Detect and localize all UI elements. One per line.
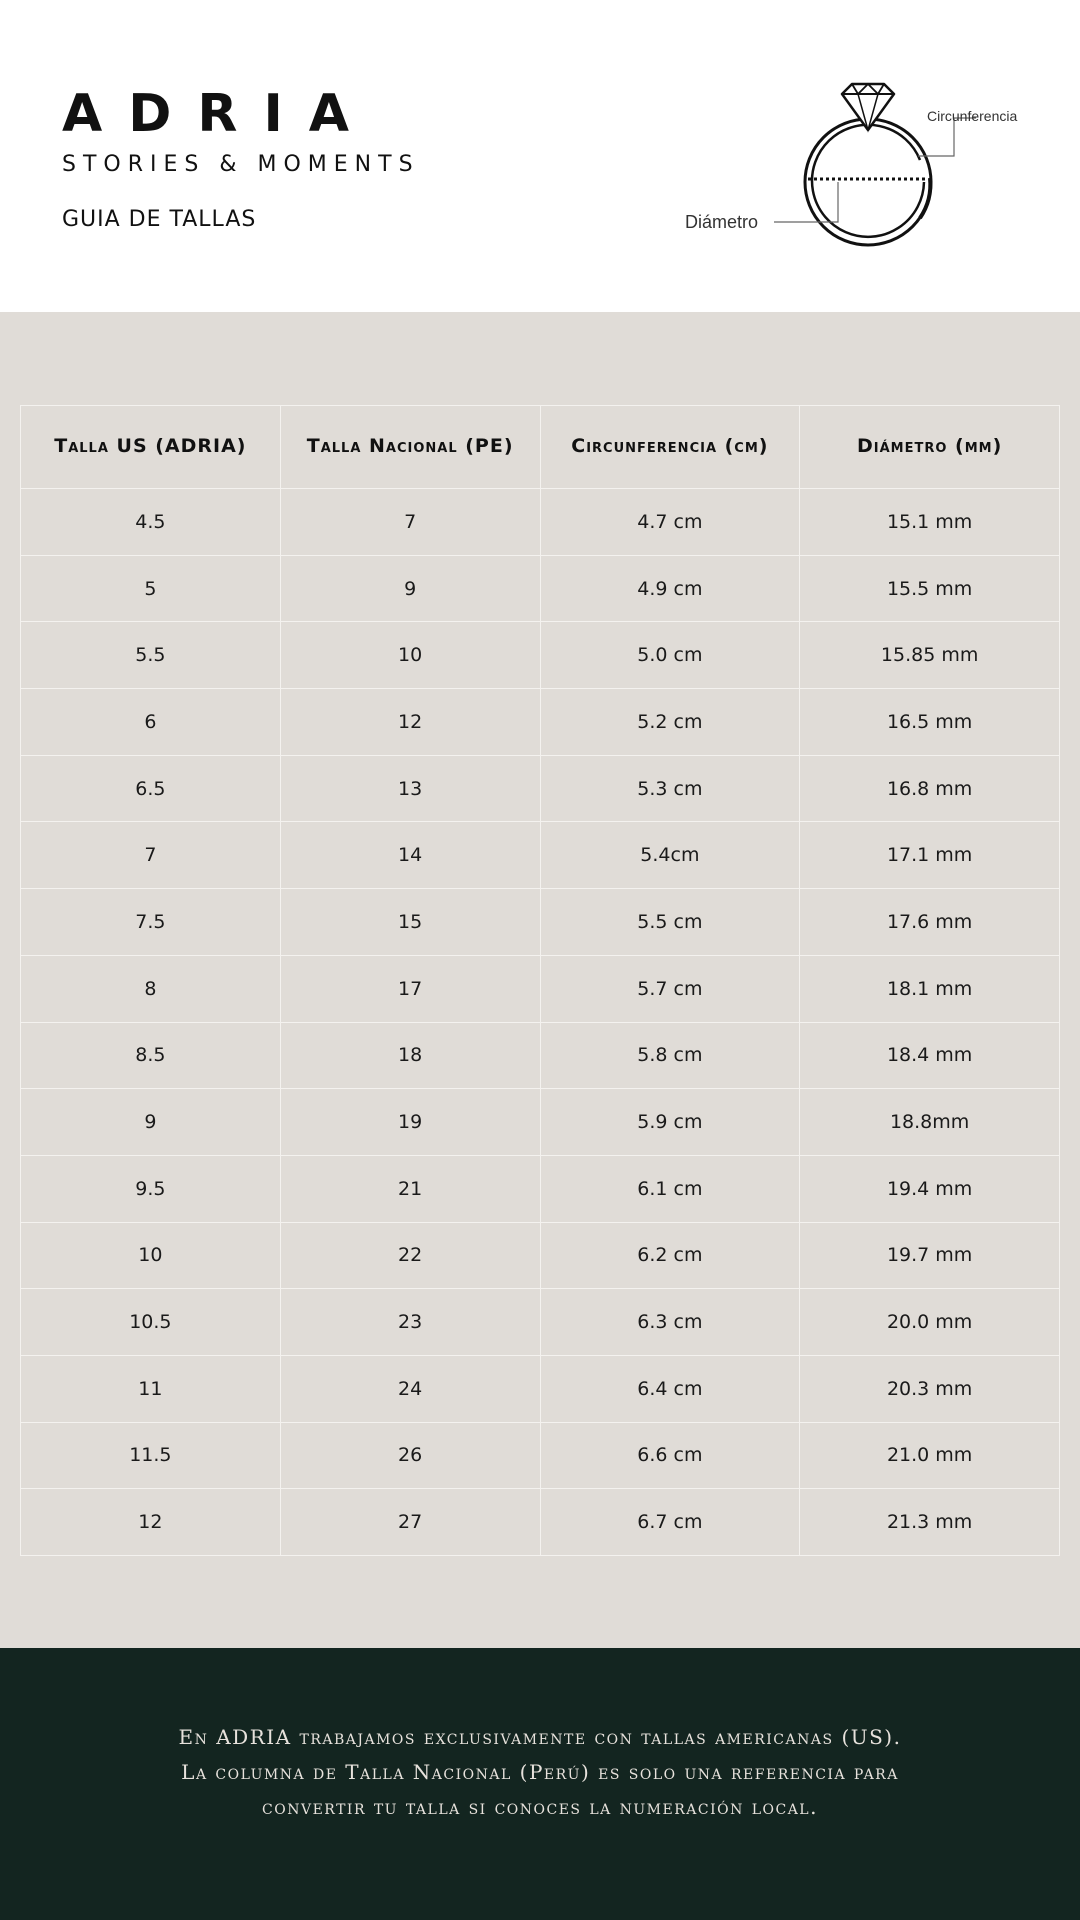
cell-circumference: 5.8 cm xyxy=(540,1022,800,1089)
size-table-section xyxy=(0,312,1080,1648)
table-row xyxy=(21,1489,1060,1556)
cell-national-size: 27 xyxy=(280,1489,540,1556)
cell-us-size: 12 xyxy=(21,1489,281,1556)
header xyxy=(0,0,1080,312)
cell-us-size: 11.5 xyxy=(21,1422,281,1489)
table-row xyxy=(21,555,1060,622)
cell-circumference: 5.2 cm xyxy=(540,689,800,756)
cell-circumference: 5.0 cm xyxy=(540,622,800,689)
note-line: convertir tu talla si conoces la numeración local. xyxy=(262,1795,818,1819)
cell-national-size: 26 xyxy=(280,1422,540,1489)
cell-circumference: 4.9 cm xyxy=(540,555,800,622)
cell-us-size: 5 xyxy=(21,555,281,622)
table-row xyxy=(21,955,1060,1022)
cell-us-size: 7.5 xyxy=(21,889,281,956)
table-row xyxy=(21,755,1060,822)
table-row xyxy=(21,689,1060,756)
cell-us-size: 6 xyxy=(21,689,281,756)
cell-diameter: 16.8 mm xyxy=(800,755,1060,822)
table-header-row xyxy=(21,406,1060,489)
cell-circumference: 5.5 cm xyxy=(540,889,800,956)
cell-national-size: 9 xyxy=(280,555,540,622)
cell-diameter: 18.1 mm xyxy=(800,955,1060,1022)
cell-circumference: 5.3 cm xyxy=(540,755,800,822)
cell-us-size: 8.5 xyxy=(21,1022,281,1089)
table-row xyxy=(21,1355,1060,1422)
cell-diameter: 16.5 mm xyxy=(800,689,1060,756)
cell-national-size: 19 xyxy=(280,1089,540,1156)
cell-national-size: 24 xyxy=(280,1355,540,1422)
size-table xyxy=(20,405,1060,1556)
cell-national-size: 10 xyxy=(280,622,540,689)
table-row xyxy=(21,1289,1060,1356)
brand-logo: ADRIA xyxy=(62,84,376,144)
cell-us-size: 8 xyxy=(21,955,281,1022)
cell-national-size: 23 xyxy=(280,1289,540,1356)
circumference-label: Circunferencia xyxy=(927,108,1018,124)
cell-national-size: 22 xyxy=(280,1222,540,1289)
cell-diameter: 18.8mm xyxy=(800,1089,1060,1156)
cell-diameter: 20.3 mm xyxy=(800,1355,1060,1422)
cell-diameter: 15.1 mm xyxy=(800,489,1060,556)
cell-diameter: 20.0 mm xyxy=(800,1289,1060,1356)
header-diameter: Diámetro (mm) xyxy=(800,406,1060,489)
cell-circumference: 6.3 cm xyxy=(540,1289,800,1356)
cell-us-size: 6.5 xyxy=(21,755,281,822)
cell-circumference: 5.4cm xyxy=(540,822,800,889)
cell-diameter: 17.1 mm xyxy=(800,822,1060,889)
header-circumference: Circunferencia (cm) xyxy=(540,406,800,489)
header-us-size: Talla US (ADRIA) xyxy=(21,406,281,489)
ring-diagram xyxy=(685,78,1020,258)
cell-diameter: 21.3 mm xyxy=(800,1489,1060,1556)
table-row xyxy=(21,1422,1060,1489)
cell-diameter: 19.4 mm xyxy=(800,1155,1060,1222)
cell-diameter: 15.5 mm xyxy=(800,555,1060,622)
cell-us-size: 9 xyxy=(21,1089,281,1156)
table-row xyxy=(21,1022,1060,1089)
cell-circumference: 6.2 cm xyxy=(540,1222,800,1289)
cell-us-size: 4.5 xyxy=(21,489,281,556)
cell-national-size: 12 xyxy=(280,689,540,756)
footer xyxy=(0,1648,1080,1920)
cell-circumference: 6.4 cm xyxy=(540,1355,800,1422)
cell-national-size: 7 xyxy=(280,489,540,556)
cell-circumference: 6.6 cm xyxy=(540,1422,800,1489)
header-national-size: Talla Nacional (PE) xyxy=(280,406,540,489)
cell-national-size: 17 xyxy=(280,955,540,1022)
sizing-note xyxy=(90,1720,990,1825)
cell-diameter: 18.4 mm xyxy=(800,1022,1060,1089)
table-row xyxy=(21,1155,1060,1222)
cell-diameter: 19.7 mm xyxy=(800,1222,1060,1289)
page-title: GUIA DE TALLAS xyxy=(62,207,257,232)
note-line: La columna de Talla Nacional (Perú) es solo una referencia para xyxy=(181,1760,899,1784)
table-row xyxy=(21,1222,1060,1289)
cell-national-size: 13 xyxy=(280,755,540,822)
cell-circumference: 5.7 cm xyxy=(540,955,800,1022)
cell-us-size: 10 xyxy=(21,1222,281,1289)
cell-circumference: 5.9 cm xyxy=(540,1089,800,1156)
table-row xyxy=(21,1089,1060,1156)
table-row xyxy=(21,889,1060,956)
cell-national-size: 21 xyxy=(280,1155,540,1222)
cell-diameter: 17.6 mm xyxy=(800,889,1060,956)
table-row xyxy=(21,489,1060,556)
cell-circumference: 4.7 cm xyxy=(540,489,800,556)
cell-us-size: 11 xyxy=(21,1355,281,1422)
cell-us-size: 7 xyxy=(21,822,281,889)
cell-us-size: 10.5 xyxy=(21,1289,281,1356)
cell-national-size: 18 xyxy=(280,1022,540,1089)
cell-diameter: 15.85 mm xyxy=(800,622,1060,689)
diameter-label: Diámetro xyxy=(685,212,759,232)
cell-diameter: 21.0 mm xyxy=(800,1422,1060,1489)
brand-tagline: STORIES & MOMENTS xyxy=(62,152,420,177)
table-row xyxy=(21,822,1060,889)
cell-circumference: 6.7 cm xyxy=(540,1489,800,1556)
table-row xyxy=(21,622,1060,689)
note-line: En ADRIA trabajamos exclusivamente con tallas americanas (US). xyxy=(178,1725,902,1749)
cell-circumference: 6.1 cm xyxy=(540,1155,800,1222)
cell-national-size: 15 xyxy=(280,889,540,956)
cell-national-size: 14 xyxy=(280,822,540,889)
cell-us-size: 9.5 xyxy=(21,1155,281,1222)
cell-us-size: 5.5 xyxy=(21,622,281,689)
